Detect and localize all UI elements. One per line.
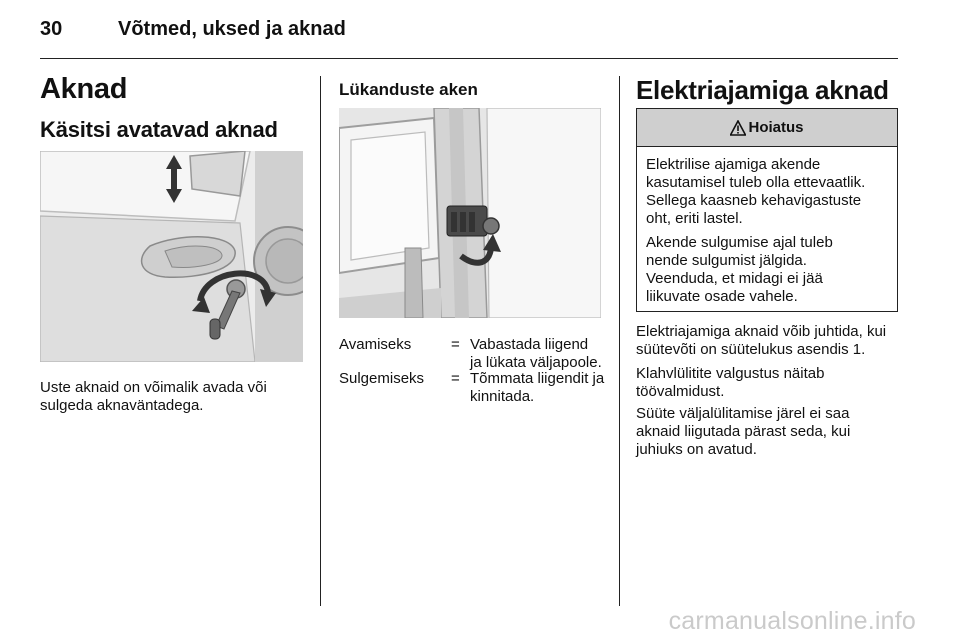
manual-window-crank-illustration [40,151,303,362]
sliding-door-window-latch-illustration [339,108,601,318]
step-open [339,336,609,372]
text-line: nende sulgumist jälgida. [646,252,807,269]
text-line: sulgeda aknaväntadega. [40,397,204,414]
text-line: liikuvate osade vahele. [646,288,798,305]
subsection-heading-sliding-window: Lükanduste aken [339,80,478,99]
text-line: Veenduda, et midagi ei jää [646,270,823,287]
manual-window-crank-figure [40,151,303,362]
step-separator: = [451,336,460,353]
warning-paragraph-2 [646,234,892,306]
warning-header [637,109,897,147]
step-term: Sulgemiseks [339,370,425,387]
text-line: Süüte väljalülitamise järel ei saa [636,405,850,422]
text-line: aknaid liigutada pärast seda, kui [636,423,851,440]
text-line: Tõmmata liigendit ja [470,370,605,387]
text-line: Vabastada liigend [470,336,589,353]
page-header-title: Võtmed, uksed ja aknad [118,18,346,40]
section-heading-power-windows: Elektriajamiga aknad [636,75,889,105]
text-line: töövalmidust. [636,383,725,400]
text-line: Elektrilise ajamiga akende [646,156,821,173]
step-definition [470,370,620,406]
text-line: kinnitada. [470,388,535,405]
text-line: juhiuks on avatud. [636,441,757,458]
step-definition [470,336,620,372]
column-divider-left [320,76,321,606]
text-line: Sellega kaasneb kehavigastuste [646,192,862,209]
text-line: ja lükata väljapoole. [470,354,602,371]
sliding-window-figure [339,108,601,318]
text-line: Elektriajamiga aknaid võib juhtida, kui [636,323,887,340]
text-line: Akende sulgumise ajal tuleb [646,234,833,251]
left-paragraph [40,379,267,415]
watermark: carmanualsonline.info [668,607,916,635]
section-heading-aknad: Aknad [40,73,128,105]
right-paragraph-1 [636,323,886,359]
warning-triangle-icon [730,113,746,151]
step-close [339,370,609,406]
warning-paragraph-1 [646,156,892,228]
step-term: Avamiseks [339,336,412,353]
subsection-heading-manual-windows: Käsitsi avatavad aknad [40,117,278,142]
warning-box [636,108,898,312]
warning-label: Hoiatus [748,119,804,136]
text-line: süütevõti on süütelukus asendis 1. [636,341,866,358]
text-line: oht, eriti lastel. [646,210,743,227]
step-separator: = [451,370,460,387]
page-number: 30 [40,18,63,40]
text-line: Uste aknaid on võimalik avada või [40,379,267,396]
right-paragraph-2 [636,365,824,401]
header-rule [40,58,898,59]
text-line: kasutamisel tuleb olla ettevaatlik. [646,174,866,191]
text-line: Klahvlülitite valgustus näitab [636,365,825,382]
right-paragraph-3 [636,405,850,459]
